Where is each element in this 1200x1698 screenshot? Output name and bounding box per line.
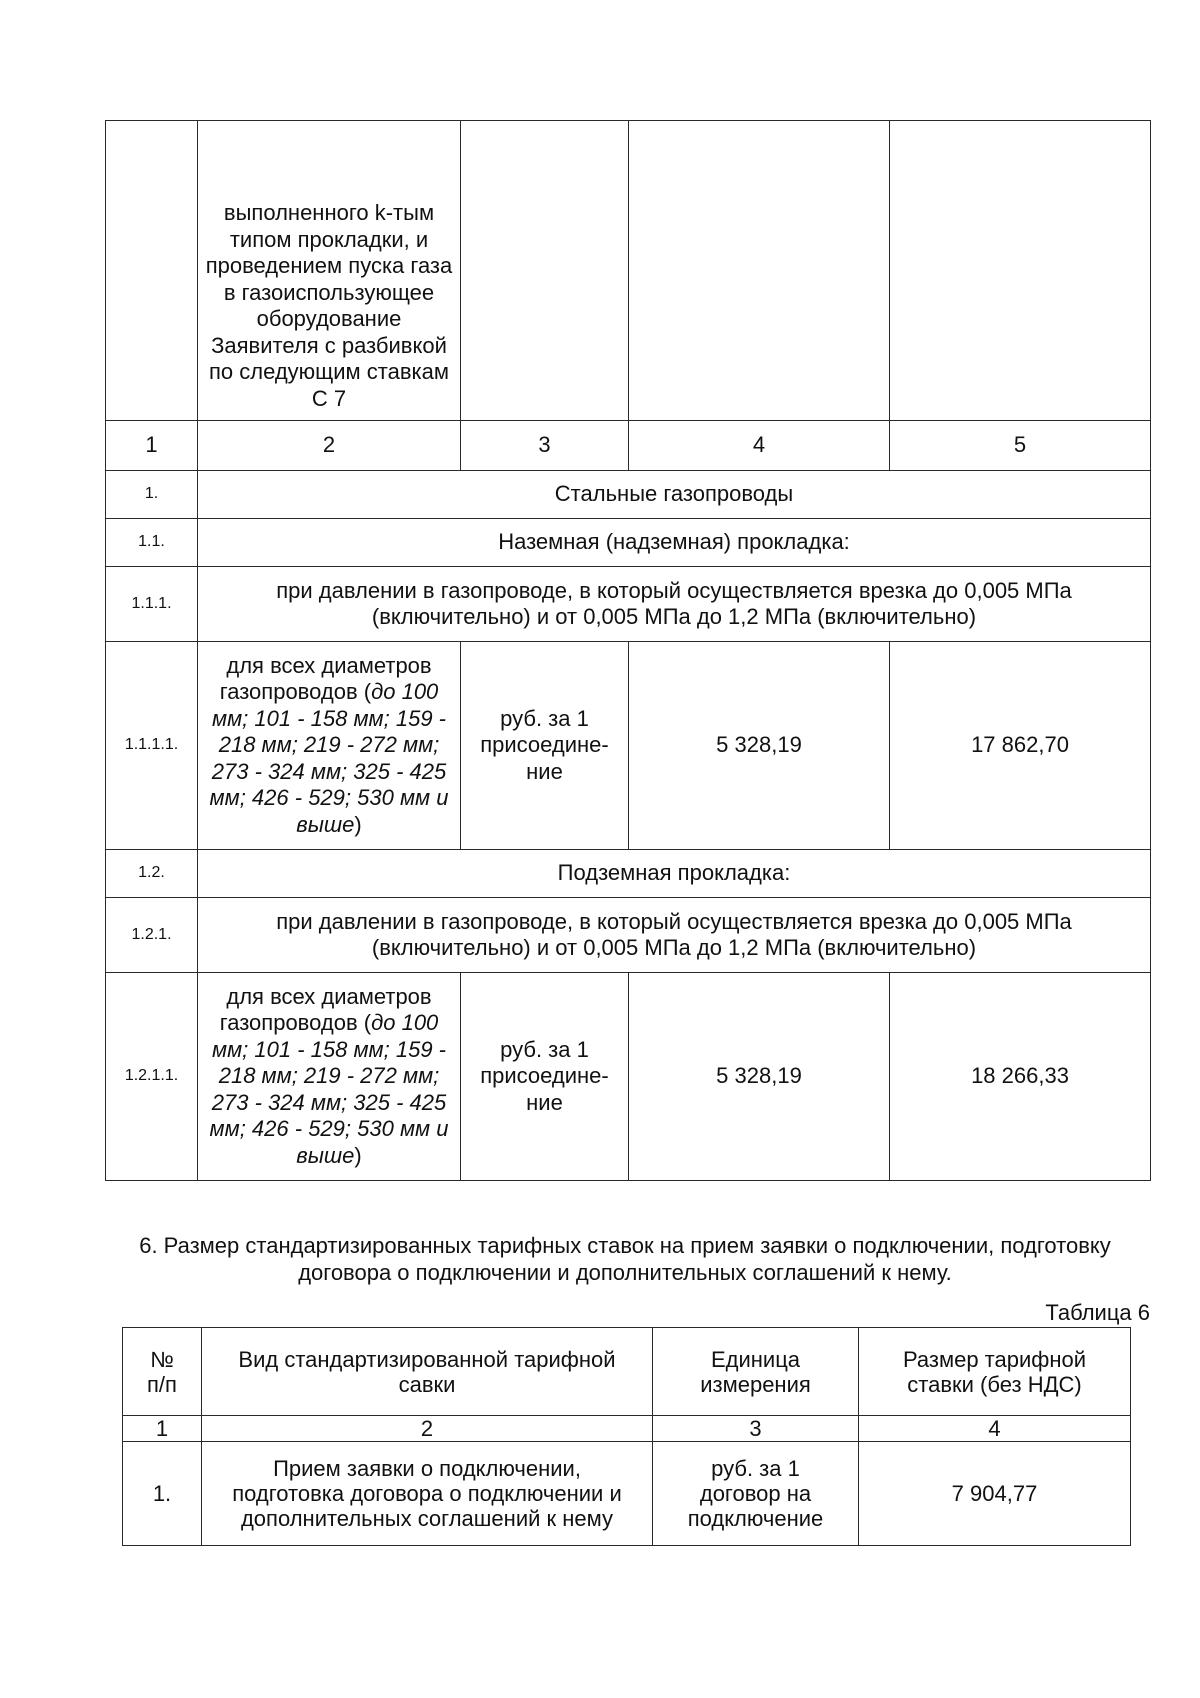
row-number: 1.2.1. — [106, 898, 198, 973]
row-number: 1.1.1.1. — [106, 642, 198, 850]
section-title: Стальные газопроводы — [198, 471, 1151, 519]
unit-cell: руб. за 1 присоедине-ние — [461, 973, 629, 1181]
header-size: Размер тарифной ставки (без НДС) — [859, 1328, 1131, 1416]
table-cell — [890, 121, 1151, 421]
column-number: 5 — [890, 421, 1151, 471]
section-title: при давлении в газопроводе, в который осуществляется врезка до 0,005 МПа (включительно) и от 0,005 МПа до 1,2 МПа (включительно) — [198, 567, 1151, 642]
description-cell: выполненного k-тым типом прокладки, и проведением пуска газа в газоиспользующее оборудование Заявителя с разбивкой по следующим ставкам С 7 — [198, 121, 461, 421]
section-row — [106, 898, 1151, 973]
table-cell — [106, 121, 198, 421]
row-number: 1.1.1. — [106, 567, 198, 642]
header-row — [123, 1328, 1131, 1416]
tariff-table-6 — [122, 1327, 1131, 1546]
desc-prefix: для всех диаметров газопроводов ( — [219, 983, 432, 1036]
column-number: 3 — [461, 421, 629, 471]
row-number: 1. — [123, 1442, 202, 1546]
unit-cell: руб. за 1 присоедине-ние — [461, 642, 629, 850]
table-row — [123, 1442, 1131, 1546]
table-row — [106, 973, 1151, 1181]
column-number: 4 — [629, 421, 890, 471]
column-number: 4 — [859, 1416, 1131, 1442]
column-number: 1 — [106, 421, 198, 471]
table-row — [106, 121, 1151, 421]
desc-suffix: ) — [354, 811, 362, 837]
table-row — [106, 642, 1151, 850]
desc-prefix: для всех диаметров газопроводов ( — [219, 652, 432, 705]
column-number: 2 — [198, 421, 461, 471]
row-number: 1. — [106, 471, 198, 519]
header-unit: Единица измерения — [653, 1328, 859, 1416]
section-title: Подземная прокладка: — [198, 850, 1151, 898]
table-cell — [629, 121, 890, 421]
row-number: 1.1. — [106, 519, 198, 567]
section-title: Наземная (надземная) прокладка: — [198, 519, 1151, 567]
table-cell — [461, 121, 629, 421]
tariff-table-5 — [105, 120, 1151, 1181]
column-number: 1 — [123, 1416, 202, 1442]
header-kind: Вид стандартизированной тарифной савки — [202, 1328, 653, 1416]
header-num: № п/п — [123, 1328, 202, 1416]
section-row — [106, 567, 1151, 642]
column-number: 2 — [202, 1416, 653, 1442]
section-row — [106, 519, 1151, 567]
section-row — [106, 850, 1151, 898]
table-6-caption: Таблица 6 — [1045, 1300, 1150, 1325]
column-number-row — [106, 421, 1151, 471]
desc-italic: до 100 мм; 101 - 158 мм; 159 - 218 мм; 219 - 272 мм; 273 - 324 мм; 325 - 425 мм; 426 - 529; 530 мм и выше — [209, 679, 449, 837]
section-row — [106, 471, 1151, 519]
value-cell: 17 862,70 — [890, 642, 1151, 850]
row-number: 1.2.1.1. — [106, 973, 198, 1181]
desc-suffix: ) — [354, 1142, 362, 1168]
section-6-heading: 6. Размер стандартизированных тарифных ставок на прием заявки о подключении, подготовку договора о подключении и дополнительных соглашений к нему. — [139, 1233, 1111, 1285]
desc-italic: до 100 мм; 101 - 158 мм; 159 - 218 мм; 219 - 272 мм; 273 - 324 мм; 325 - 425 мм; 426 - 529; 530 мм и выше — [209, 1010, 449, 1168]
column-number-row — [123, 1416, 1131, 1442]
value-cell: 5 328,19 — [629, 973, 890, 1181]
value-cell: 18 266,33 — [890, 973, 1151, 1181]
section-title: при давлении в газопроводе, в который осуществляется врезка до 0,005 МПа (включительно) и от 0,005 МПа до 1,2 МПа (включительно) — [198, 898, 1151, 973]
value-cell: 7 904,77 — [859, 1442, 1131, 1546]
description-cell — [198, 642, 461, 850]
row-number: 1.2. — [106, 850, 198, 898]
unit-cell: руб. за 1 договор на подключение — [653, 1442, 859, 1546]
description-cell — [198, 973, 461, 1181]
kind-cell: Прием заявки о подключении, подготовка договора о подключении и дополнительных соглашений к нему — [202, 1442, 653, 1546]
value-cell: 5 328,19 — [629, 642, 890, 850]
column-number: 3 — [653, 1416, 859, 1442]
